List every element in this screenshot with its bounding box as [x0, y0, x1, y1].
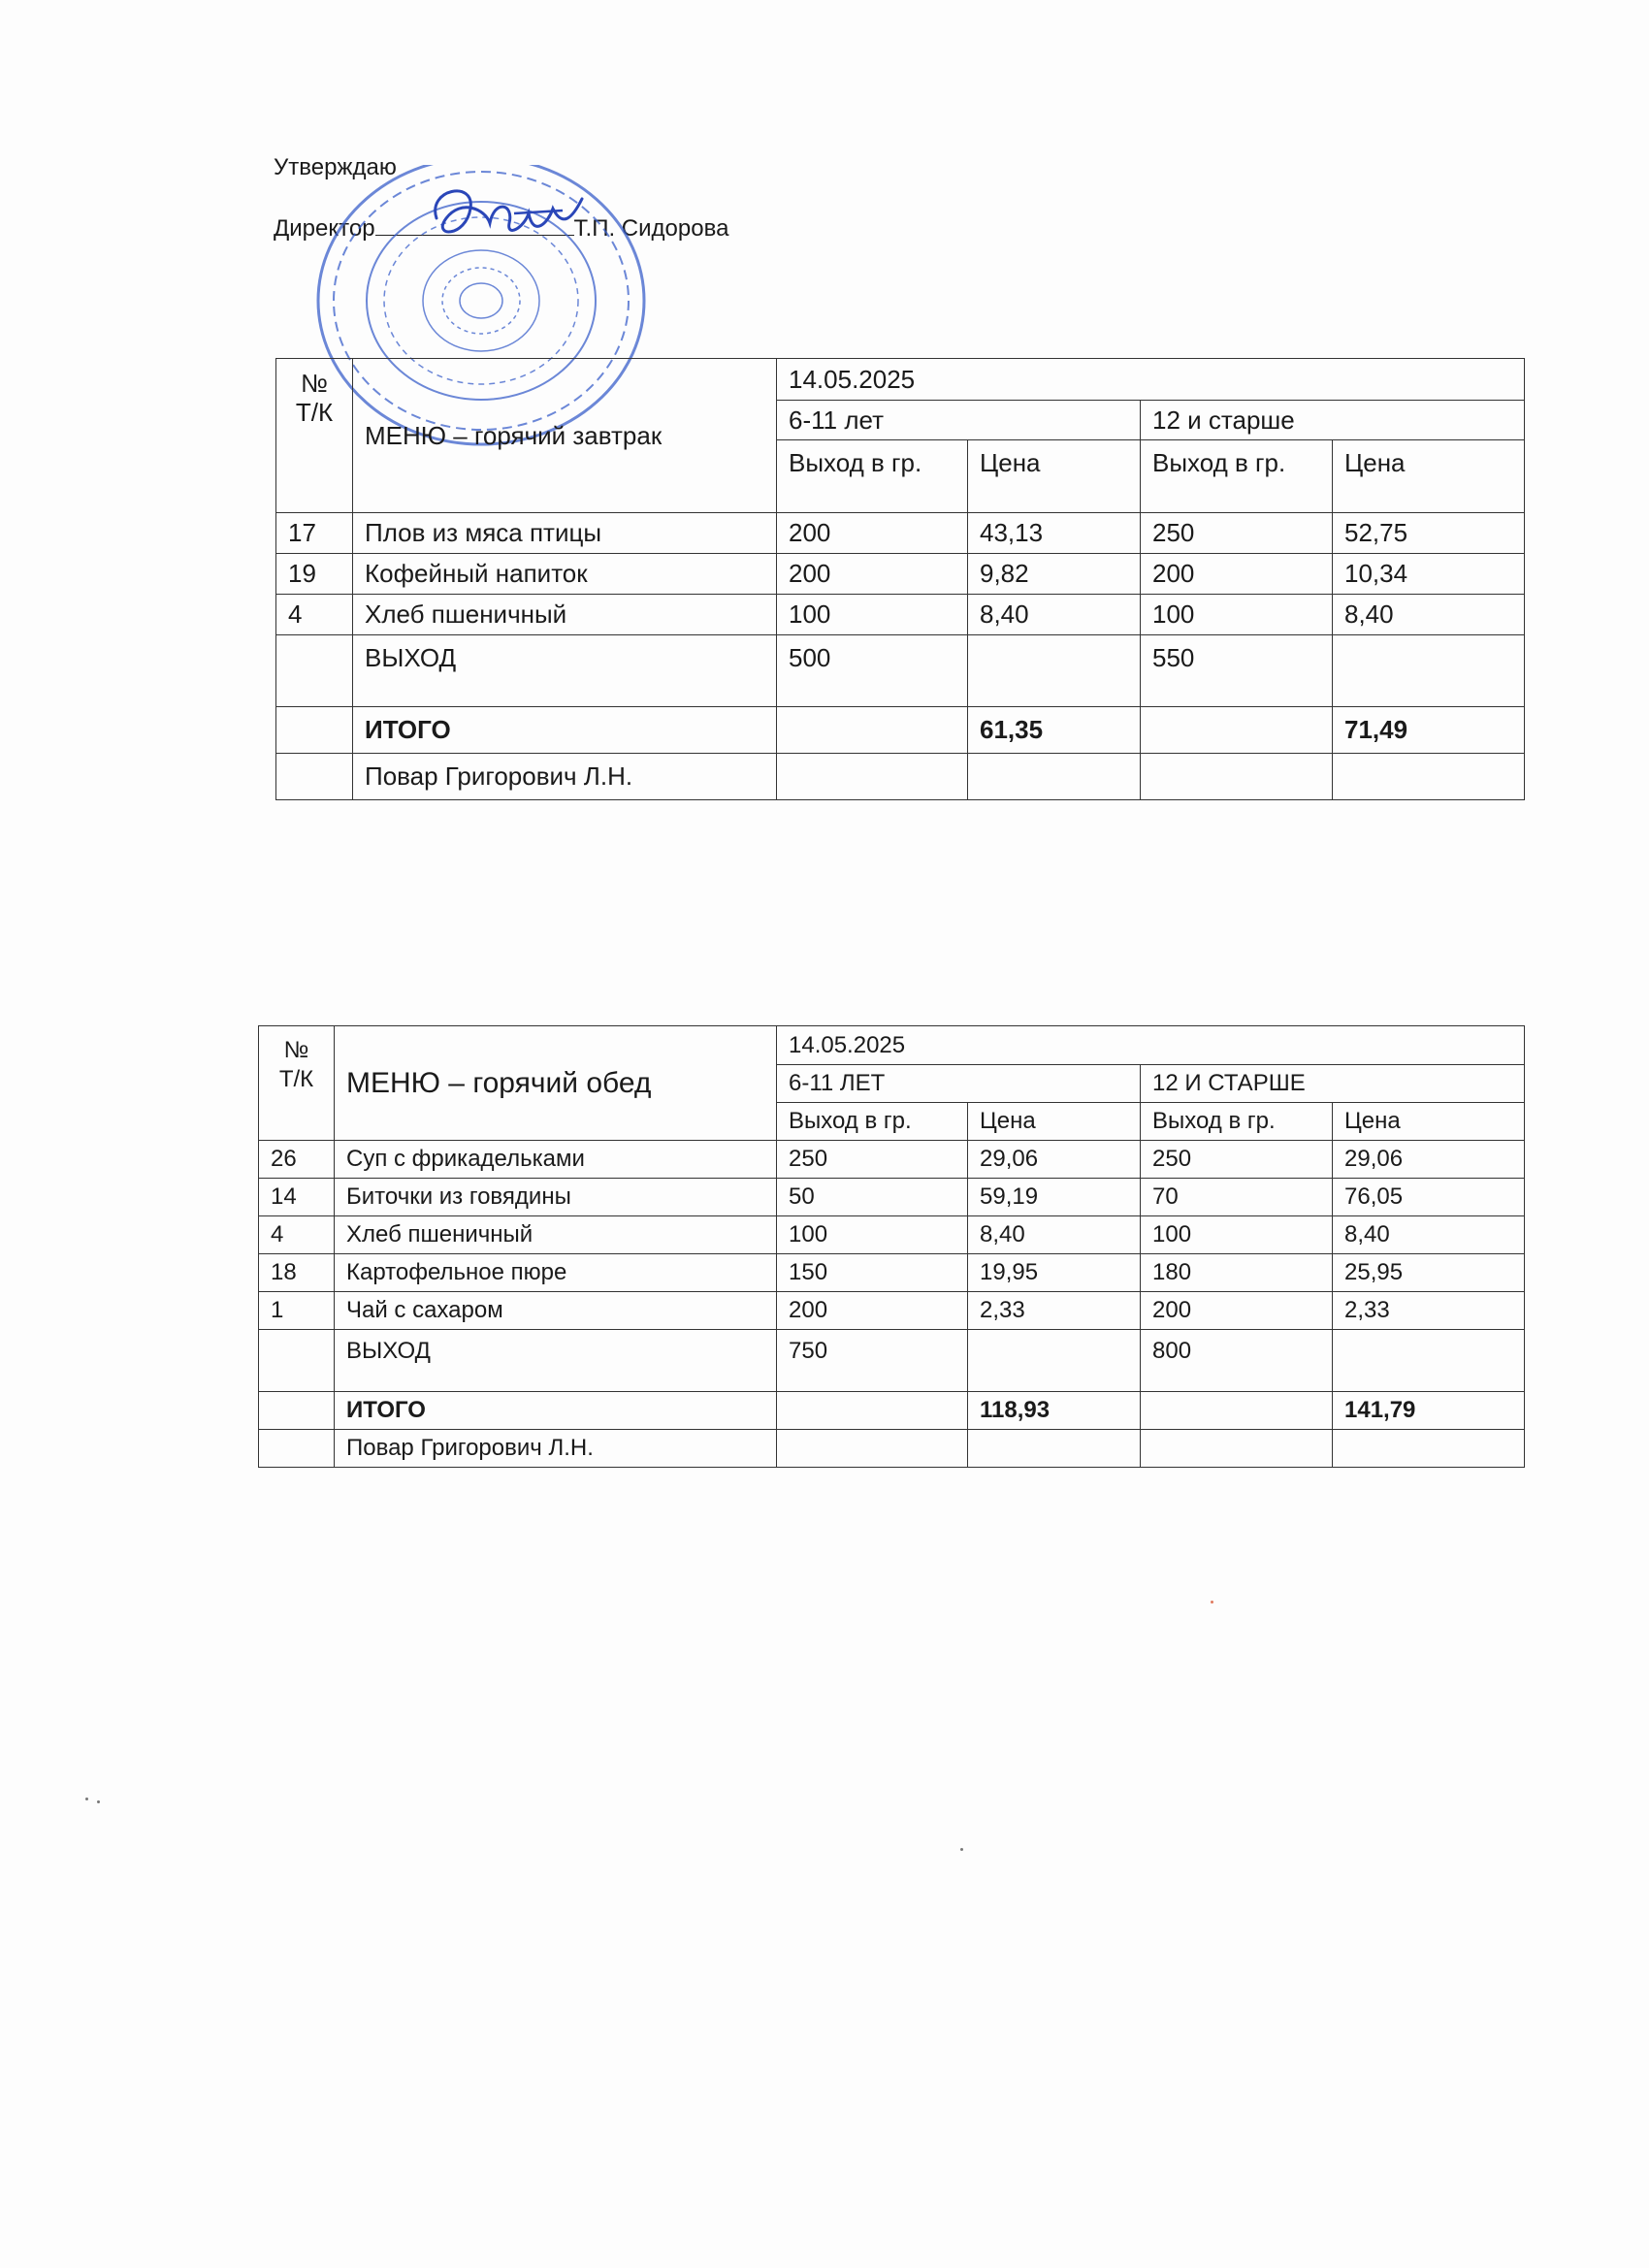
total-price-2: 141,79 [1333, 1392, 1525, 1430]
menu-date: 14.05.2025 [777, 1026, 1525, 1065]
scan-speck [1211, 1601, 1213, 1604]
output-yield-1: 500 [777, 635, 968, 707]
age-group-2: 12 И СТАРШЕ [1141, 1065, 1525, 1103]
output-label: ВЫХОД [353, 635, 777, 707]
scan-speck [97, 1800, 100, 1803]
col-num-header: № Т/К [276, 359, 353, 513]
total-price-2: 71,49 [1333, 707, 1525, 754]
menu-title: МЕНЮ – горячий завтрак [353, 359, 777, 513]
menu-title: МЕНЮ – горячий обед [335, 1026, 777, 1141]
lunch-menu-table [258, 1025, 1525, 1468]
output-row [276, 635, 1525, 707]
total-price-1: 118,93 [968, 1392, 1141, 1430]
signature-line [375, 213, 574, 236]
menu-date: 14.05.2025 [777, 359, 1525, 401]
col-num-header: № Т/К [259, 1026, 335, 1141]
cook-name: Повар Григорович Л.Н. [353, 754, 777, 800]
table-row: 1 Чай с сахаром 200 2,33 200 2,33 [259, 1292, 1525, 1330]
output-yield-1: 750 [777, 1330, 968, 1392]
output-label: ВЫХОД [335, 1330, 777, 1392]
col-price-1: Цена [968, 1103, 1141, 1141]
director-line [274, 213, 728, 243]
director-name: Т.П. Сидорова [573, 215, 729, 242]
age-group-1: 6-11 ЛЕТ [777, 1065, 1141, 1103]
director-label: Директор [274, 215, 375, 242]
table-row: 18 Картофельное пюре 150 19,95 180 25,95 [259, 1254, 1525, 1292]
table-row: 19 Кофейный напиток 200 9,82 200 10,34 [276, 554, 1525, 595]
age-group-1: 6-11 лет [777, 401, 1141, 440]
table-row: 26 Суп с фрикадельками 250 29,06 250 29,06 [259, 1141, 1525, 1179]
total-price-1: 61,35 [968, 707, 1141, 754]
col-price-2: Цена [1333, 1103, 1525, 1141]
output-yield-2: 550 [1141, 635, 1333, 707]
table-row: 14 Биточки из говядины 50 59,19 70 76,05 [259, 1179, 1525, 1216]
approve-label: Утверждаю [274, 154, 397, 180]
table-row: 17 Плов из мяса птицы 200 43,13 250 52,75 [276, 513, 1525, 554]
cook-row [276, 754, 1525, 800]
col-price-1: Цена [968, 440, 1141, 513]
table-row: 4 Хлеб пшеничный 100 8,40 100 8,40 [259, 1216, 1525, 1254]
table-row: 4 Хлеб пшеничный 100 8,40 100 8,40 [276, 595, 1525, 635]
cook-row [259, 1430, 1525, 1468]
cook-name: Повар Григорович Л.Н. [335, 1430, 777, 1468]
output-row [259, 1330, 1525, 1392]
total-row [276, 707, 1525, 754]
col-yield-2: Выход в гр. [1141, 440, 1333, 513]
col-yield-2: Выход в гр. [1141, 1103, 1333, 1141]
breakfast-menu-table [275, 358, 1525, 800]
col-yield-1: Выход в гр. [777, 1103, 968, 1141]
total-row [259, 1392, 1525, 1430]
col-price-2: Цена [1333, 440, 1525, 513]
age-group-2: 12 и старше [1141, 401, 1525, 440]
output-yield-2: 800 [1141, 1330, 1333, 1392]
col-yield-1: Выход в гр. [777, 440, 968, 513]
scan-speck [85, 1798, 88, 1800]
total-label: ИТОГО [335, 1392, 777, 1430]
total-label: ИТОГО [353, 707, 777, 754]
scan-speck [960, 1848, 963, 1851]
